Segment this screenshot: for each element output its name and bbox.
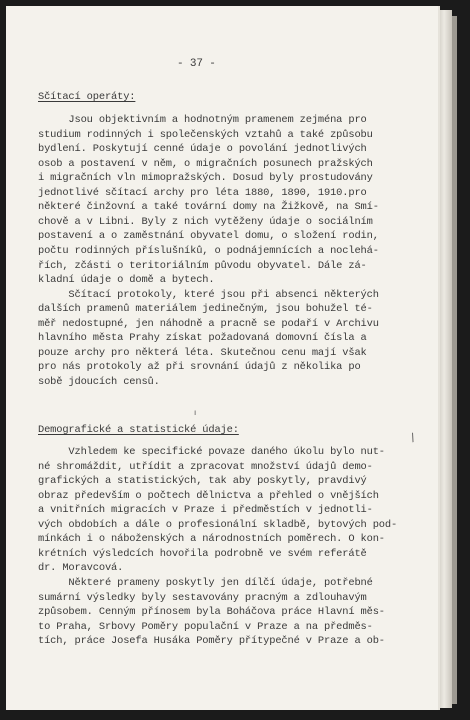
- text-line: dr. Moravcová.: [38, 562, 124, 575]
- text-line: i migračních vln mimopražských. Dosud byly prostudovány: [38, 172, 373, 185]
- text-line: některé činžovní a také tovární domy na Žižkově, na Smí-: [38, 201, 379, 214]
- text-line: krétních výsledcích hovořila podrobně ve svém referátě: [38, 547, 367, 560]
- text-line: studium rodinných i společenských vztahů a také způsobu: [38, 128, 373, 141]
- text-line: hlavního města Prahy získat požadovaná domovní čísla a: [38, 332, 367, 345]
- text-line: obraz především o počtech dělnictva a přehled o vnějších: [38, 489, 379, 502]
- document-page: [6, 6, 440, 710]
- text-line: mínkách i o náboženských a národnostních poměrech. O kon-: [38, 533, 385, 546]
- text-line: jednotlivé sčítací archy pro léta 1880, 1890, 1910.pro: [38, 186, 367, 199]
- text-line: osob a postavení v něm, o migračních posunech pražských: [38, 157, 373, 170]
- page-stack-edge: [440, 10, 452, 708]
- text-line: měř nedostupné, jen náhodně a pracně se podaří v Archivu: [38, 317, 379, 330]
- text-line: postavení a o zaměstnání obyvatel domu, o složení rodin,: [38, 230, 379, 243]
- text-line: řích, zčásti o teritoriálním původu obyvatel. Dále zá-: [38, 259, 367, 272]
- text-line: grafických a statistických, tak aby poskytly, pravdivý: [38, 475, 367, 488]
- section-heading-census: Sčítací operáty:: [38, 91, 136, 103]
- margin-tick-mark: /: [408, 430, 417, 445]
- text-line: vých obdobích a dále o profesionální skladbě, bytových pod-: [38, 518, 398, 531]
- text-line: pro nás protokoly až při srovnání údajů z několika po: [38, 361, 361, 374]
- text-line: Některé prameny poskytly jen dílčí údaje, potřebné: [38, 576, 373, 589]
- text-line: bydlení. Poskytují cenné údaje o povolání jednotlivých: [38, 143, 367, 156]
- text-line: kladní údaje o domě a bytech.: [38, 274, 215, 287]
- text-line: Sčítací protokoly, které jsou při absenci některých: [38, 288, 379, 301]
- text-line: pouze archy pro některá léta. Skutečnou cenu mají však: [38, 346, 367, 359]
- text-line: né shromáždit, utřídit a zpracovat množství údajů demo-: [38, 460, 373, 473]
- text-line: sobě jdoucích censů.: [38, 375, 160, 388]
- page-stack-shadow: [452, 16, 457, 704]
- text-line: chově a v Libni. Byly z nich vytěženy údaje o sociálním: [38, 215, 373, 228]
- text-line: Jsou objektivním a hodnotným pramenem zejména pro: [38, 114, 367, 126]
- text-line: Vzhledem ke specifické povaze daného úkolu bylo nut-: [38, 446, 385, 458]
- stray-mark: ı: [194, 408, 197, 417]
- text-line: dalších pramenů materiálem jedinečným, jsou bohužel té-: [38, 303, 373, 316]
- page-number: - 37 -: [177, 58, 216, 70]
- text-line: to Praha, Srbovy Poměry populační v Praze a na předměs-: [38, 620, 373, 633]
- text-line: způsobem. Cenným přínosem byla Boháčova práce Hlavní měs-: [38, 606, 385, 619]
- section-heading-demographics: Demografické a statistické údaje:: [38, 424, 239, 436]
- text-line: sumární výsledky byly sestavovány pracným a zdlouhavým: [38, 591, 367, 604]
- text-line: tích, práce Josefa Husáka Poměry přítypečné v Praze a ob-: [38, 635, 385, 648]
- text-line: a vnitřních migracích v Praze i předměstích v jednotli-: [38, 504, 373, 517]
- text-line: počtu rodinných příslušníků, o podnájemnících a noclehá-: [38, 244, 379, 257]
